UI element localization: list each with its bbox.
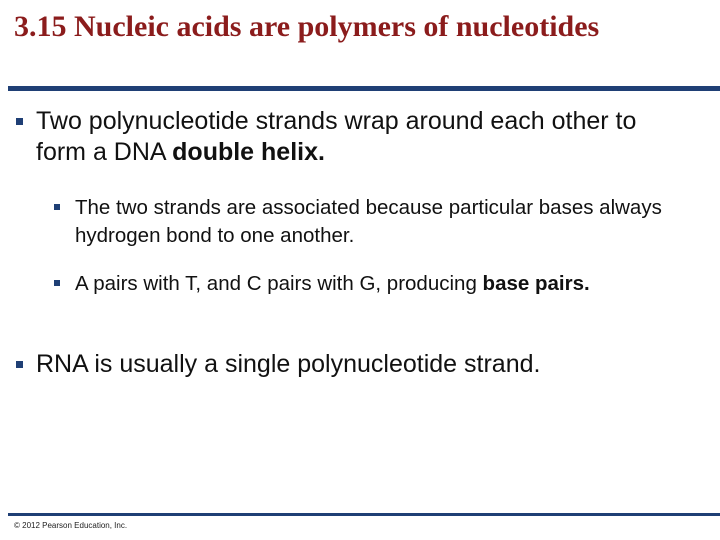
subbullet-text: A pairs with T, and C pairs with G, producing [75, 272, 483, 295]
square-bullet-icon [54, 280, 60, 286]
bullet-text: Two polynucleotide strands wrap around each other to form a DNA [36, 107, 637, 166]
bullet-bold-term: double helix. [172, 138, 325, 166]
subbullet-strand-association [54, 194, 694, 250]
slide-title: 3.15 Nucleic acids are polymers of nucleotides [14, 10, 600, 43]
square-bullet-icon [16, 361, 23, 368]
title-divider [8, 86, 720, 91]
square-bullet-icon [16, 118, 23, 125]
square-bullet-icon [54, 204, 60, 210]
subbullet-base-pairs [54, 270, 694, 298]
subbullet-text: The two strands are associated because particular bases always hydrogen bond to one another. [75, 196, 662, 247]
subbullet-bold-term: base pairs. [482, 272, 590, 295]
footer-divider [8, 513, 720, 516]
bullet-rna [16, 349, 696, 380]
copyright-notice: © 2012 Pearson Education, Inc. [14, 521, 128, 530]
bullet-text: RNA is usually a single polynucleotide strand. [36, 350, 541, 378]
bullet-double-helix [16, 106, 656, 168]
